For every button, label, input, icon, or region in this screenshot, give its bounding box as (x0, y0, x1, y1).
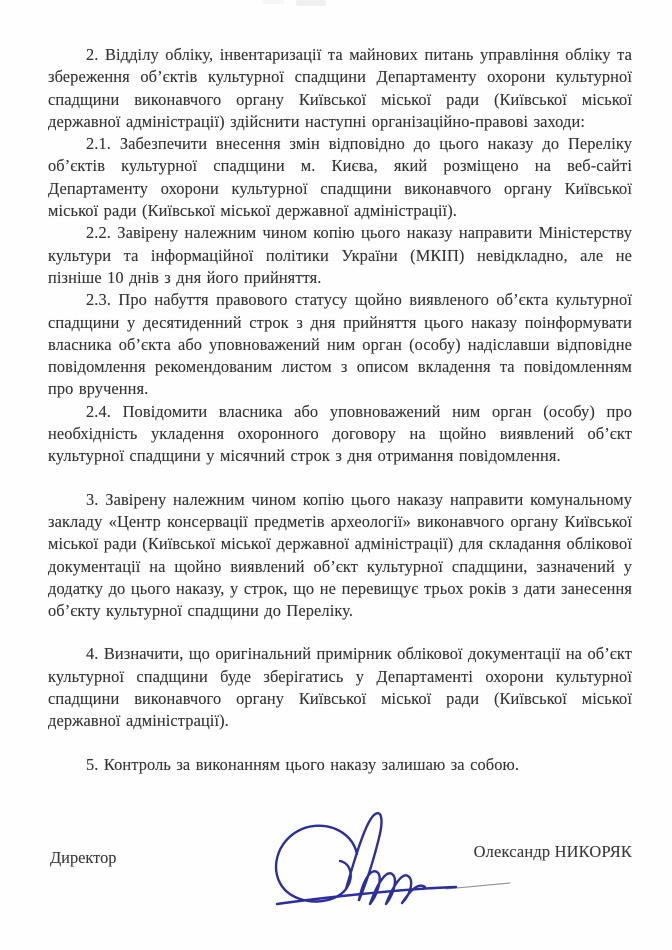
signature-ink-group (276, 813, 456, 904)
paragraph-2-2: 2.2. Завірену належним чином копію цього наказу направити Міністерству культури та інформаційної політики України (МКІП) невідкладно, але не пізніше 10 днів з дня його прийняття. (48, 223, 632, 287)
document-body (48, 44, 632, 944)
director-label: Директор (50, 847, 117, 867)
signature-block (48, 814, 632, 944)
blank-line (48, 468, 632, 489)
paragraph-2: 2. Відділу обліку, інвентаризації та майнових питань управління обліку та збереження об’єктів культурної спадщини Департаменту охорони культурної спадщини виконавчого органу Київської міської ради (Київської міської державної адміністрації) здійснити наступні організаційно-правові заходи: (48, 45, 632, 131)
paragraph-2-3: 2.3. Про набуття правового статусу щойно виявленого об’єкта культурної спадщини у десятиденний строк з дня прийняття цього наказу поінформувати власника об’єкта або уповноважений ним орган (особу) надіславши відповідне повідомлення рекомендованим листом з описом вкладення та повідомленням про вручення. (48, 290, 632, 399)
blank-line (48, 733, 632, 754)
scan-artifact (296, 0, 326, 6)
blank-line (48, 622, 632, 643)
scan-artifact (262, 0, 284, 4)
paragraph-4: 4. Визначити, що оригінальний примірник облікової документації на об’єкт культурної спадщини буде зберігатись у Департаменті охорони культурної спадщини виконавчого органу Київської міської ради (Київської міської державної адміністрації). (48, 644, 632, 731)
paragraph-5: 5. Контроль за виконанням цього наказу залишаю за собою. (86, 754, 520, 774)
paragraph-2-4: 2.4. Повідомити власника або уповноважений ним орган (особу) про необхідність укладення охоронного договору на щойно виявлений об’єкт культурної спадщини у місячний строк з дня отримання повідомлення. (48, 401, 632, 466)
paragraph-2-1: 2.1. Забезпечити внесення змін відповідно до цього наказу до Переліку об’єктів культурної спадщини м. Києва, який розміщено на веб-сайті Департаменту охорони культурної спадщини виконавчого органу Київської міської ради (Київської міської державної адміністрації). (48, 134, 632, 221)
signature-image (260, 810, 518, 918)
paragraph-3: 3. Завірену належним чином копію цього наказу направити комунальному закладу «Центр консервації предметів археології» виконавчого органу Київської міської ради (Київської міської державної адміністрації) для складання облікової документації на щойно виявлений об’єкт культурної спадщини, зазначений у додатку до цього наказу, у строк, що не перевищує трьох років з дати занесення об’єкту культурної спадщини до Переліку. (48, 489, 632, 621)
signer-name: Олександр НИКОРЯК (473, 841, 632, 861)
blank-line (48, 776, 632, 810)
